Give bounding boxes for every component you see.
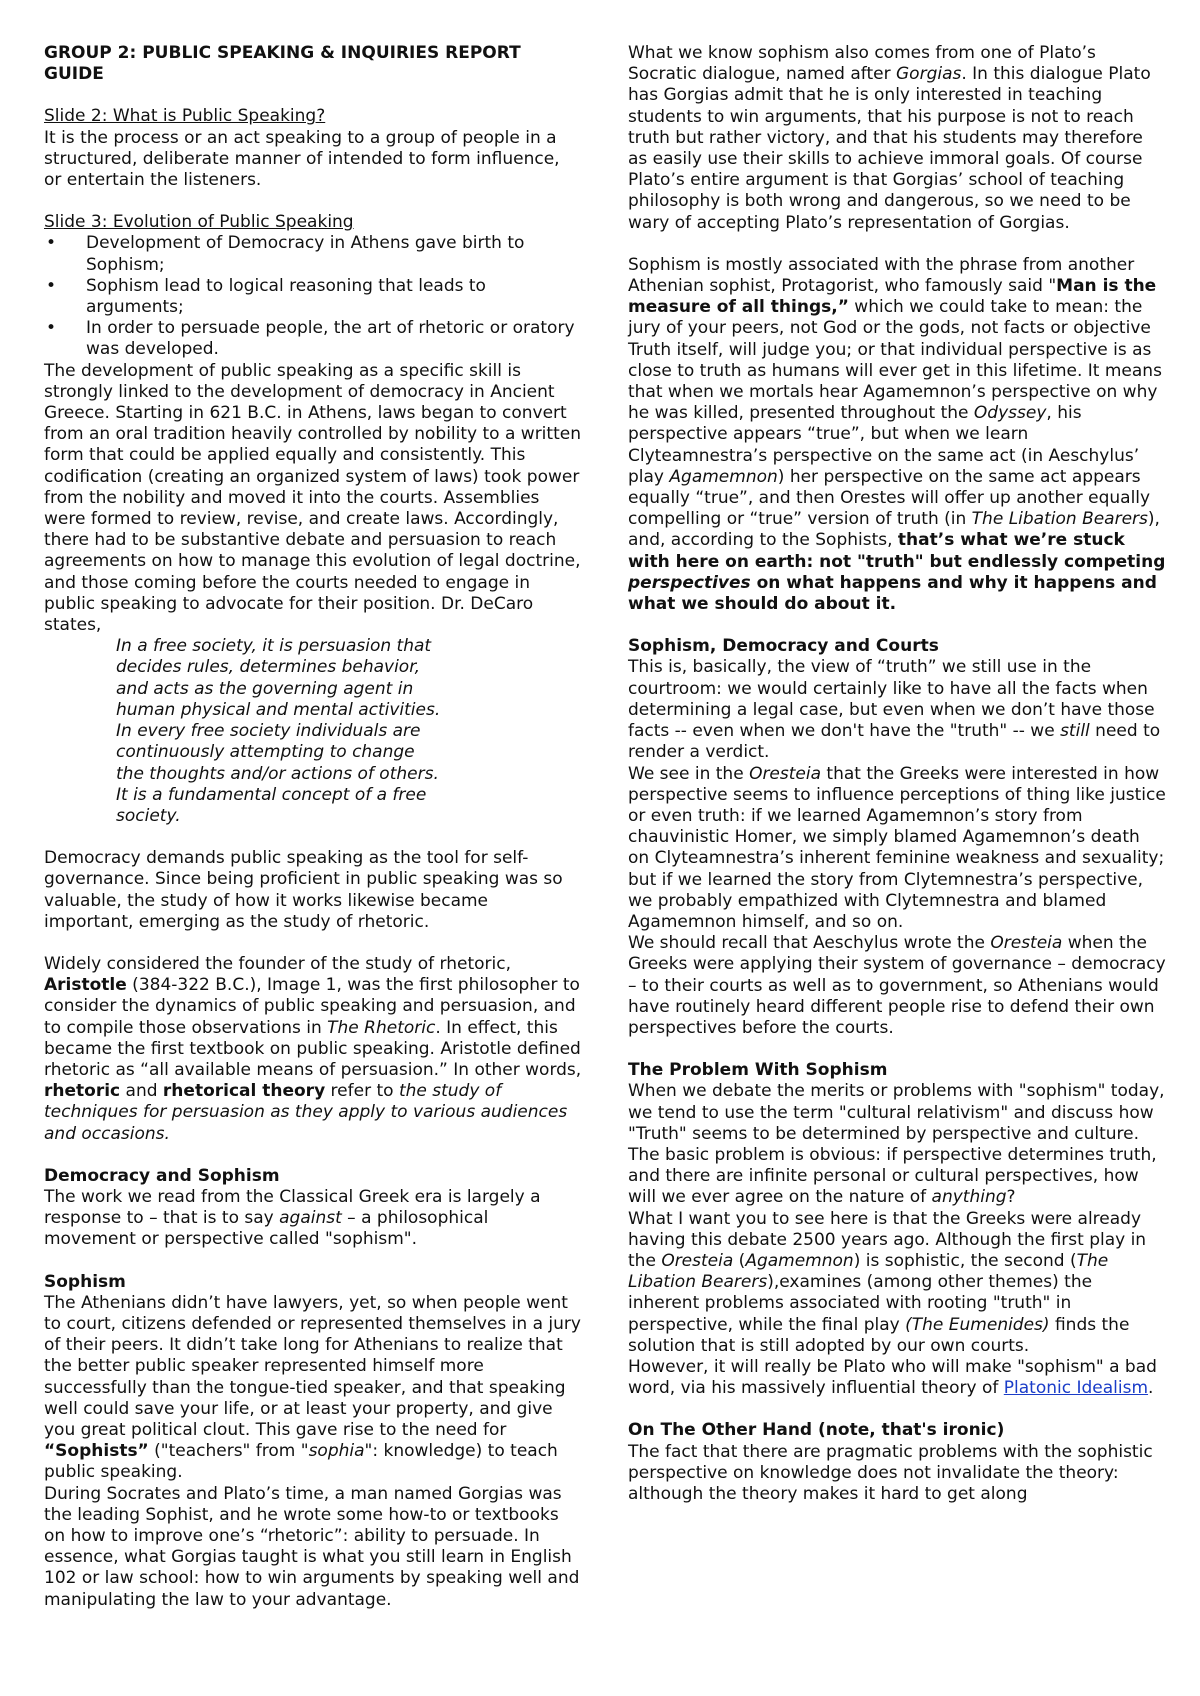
- plato-gorgias-paragraph: What we know sophism also comes from one of Plato’s Socratic dialogue, named after Gorgias. In this dialogue Plato has Gorgias admit that he is only interested in teaching students to win arguments, that his purpose is not to reach truth but rather victory, and that his students may therefore as easily use their skills to achieve immoral goals. Of course Plato’s entire argument is that Gorgias’ school of teaching philosophy is both wrong and dangerous, so we need to be wary of accepting Plato’s representation of Gorgias.: [628, 43, 1151, 233]
- decaro-quote: In a free society, it is persuasion that decides rules, determines behavior, and acts as the governing agent in human physical and mental activities. In every free society individuals are continuously attempting to change the thoughts and/or actions of others. It is a fundamental concept of a free society.: [116, 636, 441, 826]
- other-hand-paragraph: The fact that there are pragmatic problems with the sophistic perspective on knowledge does not invalidate the theory: although the theory makes it hard to get along: [628, 1441, 1153, 1504]
- evolution-paragraph: The development of public speaking as a specific skill is strongly linked to the development of democracy in Ancient Greece. Starting in 621 B.C. in Athens, laws began to convert from an oral tradition heavily controlled by nobility to a written form that could be applied equally and consistently. This codification (creating an organized system of laws) took power from the nobility and moved it into the courts. Assemblies were formed to review, revise, and create laws. Accordingly, there had to be substantive debate and persuasion to reach agreements on how to manage this evolution of legal doctrine, and those coming before the courts needed to engage in public speaking to advocate for their position. Dr. DeCaro states,: [44, 360, 581, 636]
- aeschylus-paragraph: We should recall that Aeschylus wrote the Oresteia when the Greeks were applying their system of governance – democracy – to their courts as well as to government, so Athenians would have routinely heard different people rise to defend their own perspectives before the courts.: [628, 933, 1166, 1038]
- democracy-sophism-paragraph: The work we read from the Classical Greek era is largely a response to – that is to say against – a philosophical movement or perspective called "sophism".: [44, 1186, 541, 1250]
- slide2-text: It is the process or an act speaking to a group of people in a structured, deliberate manner of intended to form influence, or entertain the listeners.: [44, 127, 560, 191]
- gorgias-paragraph: During Socrates and Plato’s time, a man named Gorgias was the leading Sophist, and he wrote some how-to or textbooks on how to improve one’s “rhetoric”: ability to persuade. In essence, what Gorgias taught is what you still learn in English 102 or law school: how to win arguments by speaking well and manipulating the law to your advantage.: [44, 1483, 580, 1610]
- bullet-item: • Sophism lead to logical reasoning that leads to arguments;: [44, 276, 582, 318]
- democracy-paragraph: Democracy demands public speaking as the tool for self-governance. Since being proficient in public speaking was so valuable, the study of how it works likewise became important, emerging as the study of rhetoric.: [44, 848, 563, 932]
- bullet-item: • Development of Democracy in Athens gave birth to Sophism;: [44, 233, 582, 275]
- bullet-item: • In order to persuade people, the art of rhetoric or oratory was developed.: [44, 318, 582, 360]
- aristotle-name: Aristotle: [44, 975, 127, 996]
- book-title: The Rhetoric: [327, 1017, 436, 1038]
- plato-paragraph: However, it will really be Plato who will make "sophism" a bad word, via his massively influential theory of Platonic Idealism.: [628, 1356, 1157, 1399]
- slide2-heading: Slide 2: What is Public Speaking?: [44, 106, 326, 127]
- problem-paragraph: When we debate the merits or problems with "sophism" today, we tend to use the term "cultural relativism" and discuss how "Truth" seems to be determined by perspective and culture. The basic problem is obvious: if perspective determines truth, and there are infinite personal or cultural perspectives, how will we ever agree on the nature of anything?: [628, 1081, 1165, 1208]
- courts-paragraph: This is, basically, the view of “truth” we still use in the courtroom: we would certainly like to have all the facts when determining a legal case, but even when we don’t have those facts -- even when we don't have the "truth" -- we still need to render a verdict.: [628, 657, 1161, 763]
- sophism-paragraph: The Athenians didn’t have lawyers, yet, so when people went to court, citizens defended or represented themselves in a jury of their peers. It didn’t take long for Athenians to realize that the better public speaker represented himself more successfully than the tongue-tied speaker, and that speaking well could save your life, or at least your property, and give you great political clout. This gave rise to the need for “Sophists” ("teachers" from "sophia": knowledge) to teach public speaking.: [44, 1292, 581, 1483]
- platonic-idealism-link[interactable]: Platonic Idealism: [1003, 1378, 1149, 1399]
- protagoras-paragraph: Sophism is mostly associated with the phrase from another Athenian sophist, Protagorist, who famously said "Man is the measure of all things,” which we could take to mean: the jury of your peers, not God or the gods, not facts or objective Truth itself, will judge you; or that individual perspective is as close to truth as humans will ever get in this lifetime. It means that when we mortals hear Agamemnon’s perspective on why he was killed, presented throughout the Odyssey, his perspective appears “true”, but when we learn Clyteamnestra’s perspective on the same act (in Aeschylus’ play Agamemnon) her perspective on the same act appears equally “true”, and then Orestes will offer up another equally compelling or “true” version of truth (in The Libation Bearers), and, according to the Sophists, that’s what we’re stuck with here on earth: not "truth" but endlessly competing perspectives on what happens and why it happens and what we should do about it.: [628, 254, 1166, 615]
- document-title: GROUP 2: PUBLIC SPEAKING & INQUIRIES REPORT GUIDE: [44, 43, 521, 85]
- sophism-heading: Sophism: [44, 1271, 126, 1292]
- other-hand-heading: On The Other Hand (note, that's ironic): [628, 1420, 1005, 1441]
- rhetoric-definition: the study of techniques for persuasion as they apply to various audiences and occasions.: [44, 1081, 568, 1144]
- left-column: [44, 43, 582, 1696]
- aristotle-paragraph: Widely considered the founder of the study of rhetoric, Aristotle (384-322 B.C.), Image 1, was the first philosopher to consider the dynamics of public speaking and persuasion, and to compile those observations in The Rhetoric. In effect, this became the first textbook on public speaking. Aristotle defined rhetoric as “all available means of persuasion.” In other words, rhetoric and rhetorical theory refer to the study of techniques for persuasion as they apply to various audiences and occasions.: [44, 953, 582, 1144]
- oresteia-paragraph: We see in the Oresteia that the Greeks were interested in how perspective seems to influence perceptions of thing like justice or even truth: if we learned Agamemnon’s story from chauvinistic Homer, we simply blamed Agamemnon’s death on Clyteamnestra’s inherent feminine weakness and sexuality; but if we learned the story from Clytemnestra’s perspective, we probably empathized with Clytemnestra and blamed Agamemnon himself, and so on.: [628, 763, 1166, 932]
- democracy-sophism-heading: Democracy and Sophism: [44, 1165, 280, 1186]
- slide3-heading: Slide 3: Evolution of Public Speaking: [44, 212, 354, 233]
- problem-heading: The Problem With Sophism: [628, 1060, 888, 1081]
- debate-paragraph: What I want you to see here is that the Greeks were already having this debate 2500 years ago. Although the first play in the Oresteia (Agamemnon) is sophistic, the second (The Libation Bearers),examines (among other themes) the inherent problems associated with rooting "truth" in perspective, while the final play (The Eumenides) finds the solution that is still adopted by our own courts.: [628, 1208, 1147, 1356]
- courts-heading: Sophism, Democracy and Courts: [628, 636, 939, 657]
- slide3-bullet-list: [44, 233, 582, 360]
- right-column: [628, 43, 1166, 1696]
